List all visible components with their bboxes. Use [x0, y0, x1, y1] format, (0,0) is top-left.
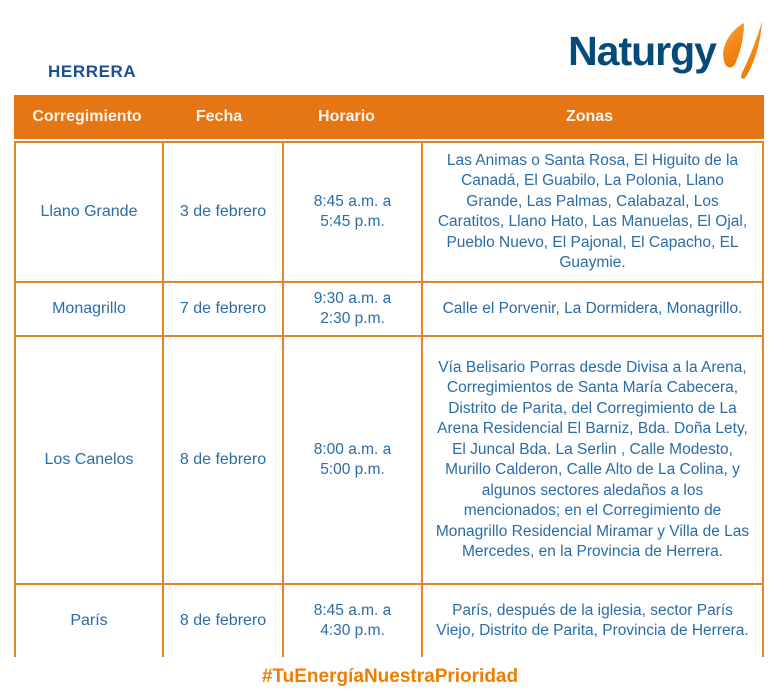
- column-header-horario: Horario: [318, 108, 375, 125]
- cell-corregimiento: Monagrillo: [16, 283, 162, 335]
- naturgy-logo: [568, 20, 764, 89]
- cell-horario: 9:30 a.m. a 2:30 p.m.: [284, 283, 421, 335]
- cell-zonas: Las Animas o Santa Rosa, El Higuito de la Canadá, El Guabilo, La Polonia, Llano Grande, Las Palmas, Calabazal, Los Caratitos, Llano Hato, Las Manuelas, El Ojal, Pueblo Nuevo, El Pajonal, El Capacho, EL Guaymie.: [423, 143, 762, 281]
- naturgy-logo-wordmark: Naturgy: [568, 28, 716, 74]
- cell-zonas: Vía Belisario Porras desde Divisa a la Arena, Corregimientos de Santa María Cabecera, Distrito de Parita, del Corregimiento de La Arena Residencial El Barniz, Bda. Doña Lety, El Juncal Bda. La Serlin , Calle Modesto, Murillo Calderon, Calle Alto de La Colina, y algunos sectores aledaños a los mencionados; en el Corregimiento de Monagrillo Residencial Miramar y Villa de Las Mercedes, en la Provincia de Herrera.: [423, 337, 762, 583]
- cell-corregimiento: París: [16, 585, 162, 657]
- cell-fecha: 8 de febrero: [164, 337, 282, 583]
- column-header-corregimiento: Corregimiento: [32, 108, 142, 125]
- cell-horario: 8:00 a.m. a 5:00 p.m.: [284, 337, 421, 583]
- cell-horario: 8:45 a.m. a 5:45 p.m.: [284, 143, 421, 281]
- column-header-zonas: Zonas: [565, 108, 614, 125]
- column-header-fecha: Fecha: [195, 108, 243, 125]
- cell-zonas: Calle el Porvenir, La Dormidera, Monagrillo.: [423, 283, 762, 335]
- cell-corregimiento: Llano Grande: [16, 143, 162, 281]
- cell-corregimiento: Los Canelos: [16, 337, 162, 583]
- cell-fecha: 7 de febrero: [164, 283, 282, 335]
- cell-fecha: 3 de febrero: [164, 143, 282, 281]
- campaign-hashtag: #TuEnergíaNuestraPrioridad: [261, 666, 519, 687]
- cell-fecha: 8 de febrero: [164, 585, 282, 657]
- page-title: HERRERA: [48, 62, 137, 81]
- schedule-table: [14, 141, 764, 657]
- cell-horario: 8:45 a.m. a 4:30 p.m.: [284, 585, 421, 657]
- table-header-row: [14, 95, 764, 139]
- butterfly-icon: [718, 20, 764, 89]
- cell-zonas: París, después de la iglesia, sector París Viejo, Distrito de Parita, Provincia de Herrera.: [423, 585, 762, 657]
